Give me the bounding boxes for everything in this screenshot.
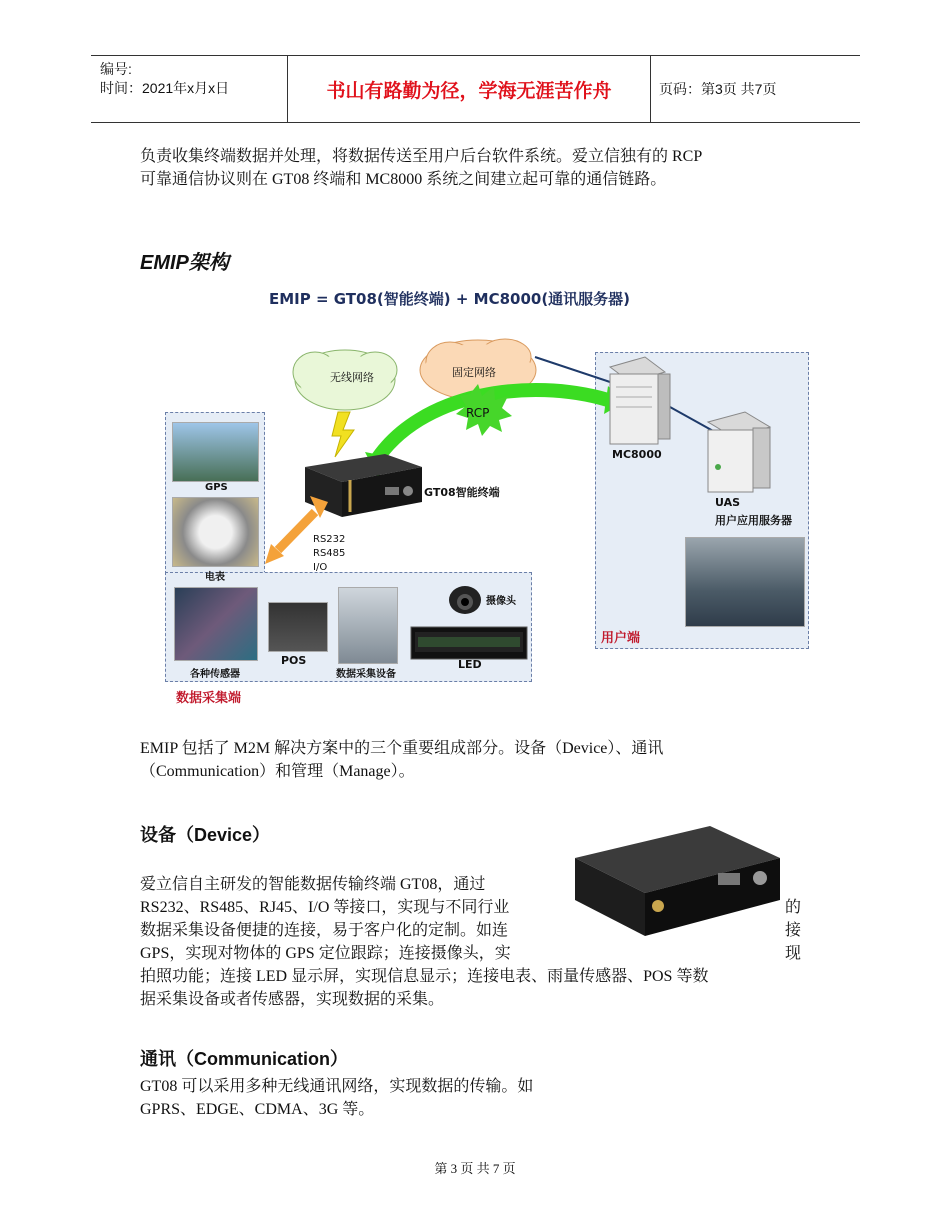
dau-label: 数据采集设备 xyxy=(336,669,396,680)
emip-desc-line-2: （Communication）和管理（Manage）。 xyxy=(140,763,415,780)
data-side-label: 数据采集端 xyxy=(176,691,242,706)
device-line-6: 据采集设备或者传感器，实现数据的采集。 xyxy=(140,991,445,1008)
emip-desc-line-1: EMIP 包括了 M2M 解决方案中的三个重要组成部分。设备（Device）、通讯 xyxy=(140,740,664,757)
meter-image xyxy=(172,497,259,567)
emip-heading: EMIP架构 xyxy=(140,252,229,274)
device-line-4a: GPS，实现对物体的 GPS 定位跟踪；连接摄像头，实 xyxy=(140,945,511,962)
cloud-wireless-label: 无线网络 xyxy=(330,371,374,384)
io-label: I/O xyxy=(313,562,328,573)
time-label: 时间：2021年x月x日 xyxy=(100,80,230,96)
device-line-4b: 现 xyxy=(785,945,802,962)
mc8000-server-icon xyxy=(610,357,670,444)
diagram-title: EMIP = GT08(智能终端) + MC8000(通讯服务器) xyxy=(269,290,631,308)
rcp-label: RCP xyxy=(466,406,490,420)
gps-image xyxy=(172,422,259,482)
comm-line-1: GT08 可以采用多种无线通讯网络，实现数据的传输。如 xyxy=(140,1078,534,1095)
number-label: 编号: xyxy=(100,61,132,77)
meter-label: 电表 xyxy=(205,572,225,583)
dau-image xyxy=(338,587,398,664)
device-heading: 设备（Device） xyxy=(140,825,271,845)
device-line-2a: RS232、RS485、RJ45、I/O 等接口，实现与不同行业 xyxy=(140,899,510,916)
camera-icon xyxy=(449,586,481,614)
mc8000-label: MC8000 xyxy=(612,448,662,461)
comm-line-2: GPRS、EDGE、CDMA、3G 等。 xyxy=(140,1101,375,1118)
pos-label: POS xyxy=(281,654,307,667)
gps-label: GPS xyxy=(205,482,228,493)
intro-line-1: 负责收集终端数据并处理，将数据传送至用户后台软件系统。爱立信独有的 RCP xyxy=(140,148,703,165)
user-side-label: 用户端 xyxy=(601,631,641,646)
wireless-signal-icon xyxy=(332,412,354,457)
comm-heading: 通讯（Communication） xyxy=(140,1049,349,1069)
device-line-3a: 数据采集设备便捷的连接，易于客户化的定制。如连 xyxy=(140,922,509,939)
device-line-2b: 的 xyxy=(785,899,802,916)
control-room-image xyxy=(685,537,805,627)
emip-architecture-diagram xyxy=(160,282,810,707)
device-line-1: 爱立信自主研发的智能数据传输终端 GT08，通过 xyxy=(140,876,486,893)
uas-label: UAS xyxy=(715,496,741,509)
device-line-3b: 接 xyxy=(785,922,802,939)
device-line-5: 拍照功能；连接 LED 显示屏，实现信息显示；连接电表、雨量传感器、POS 等数 xyxy=(140,968,709,985)
cloud-fixed-label: 固定网络 xyxy=(452,366,496,379)
page-footer: 第 3 页 共 7 页 xyxy=(434,1161,516,1176)
uas-server-icon xyxy=(708,412,770,492)
uas-desc-label: 用户应用服务器 xyxy=(715,514,792,527)
sensors-image xyxy=(174,587,258,661)
led-label: LED xyxy=(458,658,482,671)
pos-image xyxy=(268,602,328,652)
gt08-label: GT08智能终端 xyxy=(424,486,500,499)
rs485-label: RS485 xyxy=(313,548,346,559)
header-page-label: 页码：第3页 共7页 xyxy=(659,81,777,97)
sensors-label: 各种传感器 xyxy=(190,669,240,680)
camera-label: 摄像头 xyxy=(486,596,516,607)
gt08-photo xyxy=(570,818,785,943)
header-table xyxy=(91,55,860,123)
header-motto: 书山有路勤为径，学海无涯苦作舟 xyxy=(287,56,651,122)
header-left-cell xyxy=(91,56,287,122)
intro-line-2: 可靠通信协议则在 GT08 终端和 MC8000 系统之间建立起可靠的通信链路。 xyxy=(140,171,667,188)
rs232-label: RS232 xyxy=(313,534,346,545)
